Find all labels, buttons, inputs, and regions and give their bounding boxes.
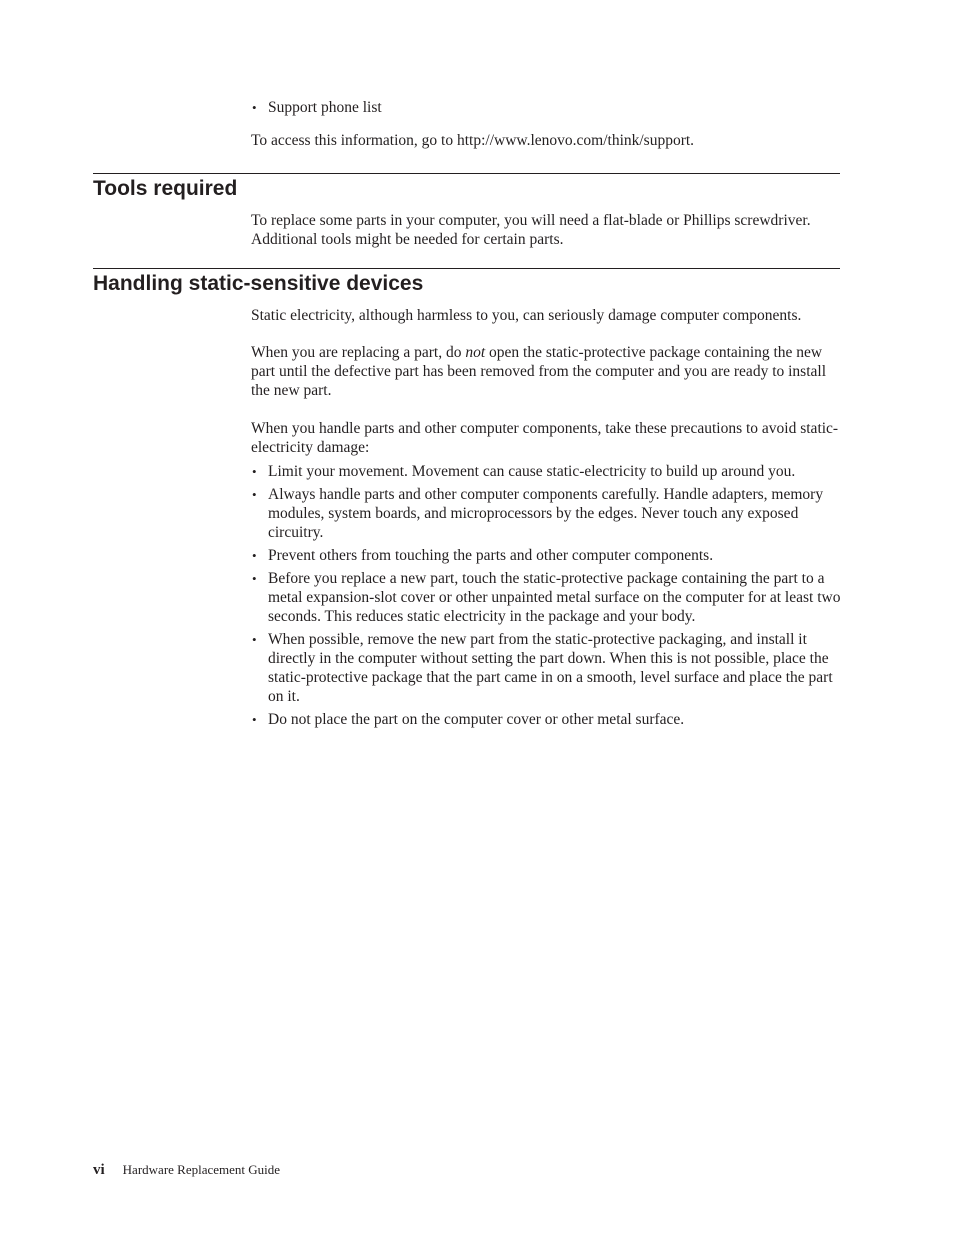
para2-text-after: open the static-protective package containing the new part until the defective part has been removed from the computer and you are ready to install the new part. [251, 344, 827, 399]
list-item: • Prevent others from touching the parts and other computer components. [251, 546, 841, 565]
page-number: vi [93, 1162, 105, 1178]
section-divider [93, 173, 840, 174]
static-section [251, 306, 841, 733]
precautions-list [251, 462, 841, 729]
page-footer [93, 1162, 280, 1179]
tools-section [251, 211, 841, 249]
list-item: • When possible, remove the new part from the static-protective packaging, and install it directly in the computer without setting the part down. When this is not possible, place the static-protective package that the part came in on a smooth, level surface and place the part on it. [251, 630, 841, 706]
list-item: • Always handle parts and other computer components carefully. Handle adapters, memory modules, system boards, and microprocessors by the edges. Never touch any exposed circuitry. [251, 485, 841, 542]
access-info-text: To access this information, go to http://www.lenovo.com/think/support. [251, 132, 695, 149]
list-item: • Support phone list [251, 98, 841, 117]
list-item: • Do not place the part on the computer cover or other metal surface. [251, 710, 841, 729]
document-title: Hardware Replacement Guide [122, 1162, 281, 1177]
intro-bullet-list [251, 98, 841, 117]
static-paragraph-3: When you handle parts and other computer components, take these precautions to avoid static-electricity damage: [251, 420, 839, 456]
tools-heading: Tools required [93, 177, 238, 200]
static-heading: Handling static-sensitive devices [93, 272, 424, 295]
para2-emphasis: not [465, 344, 486, 361]
section-divider [93, 268, 840, 269]
intro-section [251, 98, 841, 150]
para2-text-before: When you are replacing a part, do [251, 344, 466, 361]
static-paragraph-1: Static electricity, although harmless to you, can seriously damage computer components. [251, 307, 802, 324]
list-item: • Before you replace a new part, touch the static-protective package containing the part to a metal expansion-slot cover or other unpainted metal surface on the computer for at least two seconds. This reduces static electricity in the package and your body. [251, 569, 841, 626]
static-paragraph-2 [251, 343, 841, 400]
list-item: • Limit your movement. Movement can cause static-electricity to build up around you. [251, 462, 841, 481]
tools-paragraph: To replace some parts in your computer, you will need a flat-blade or Phillips screwdriver. Additional tools might be needed for certain parts. [251, 212, 811, 248]
